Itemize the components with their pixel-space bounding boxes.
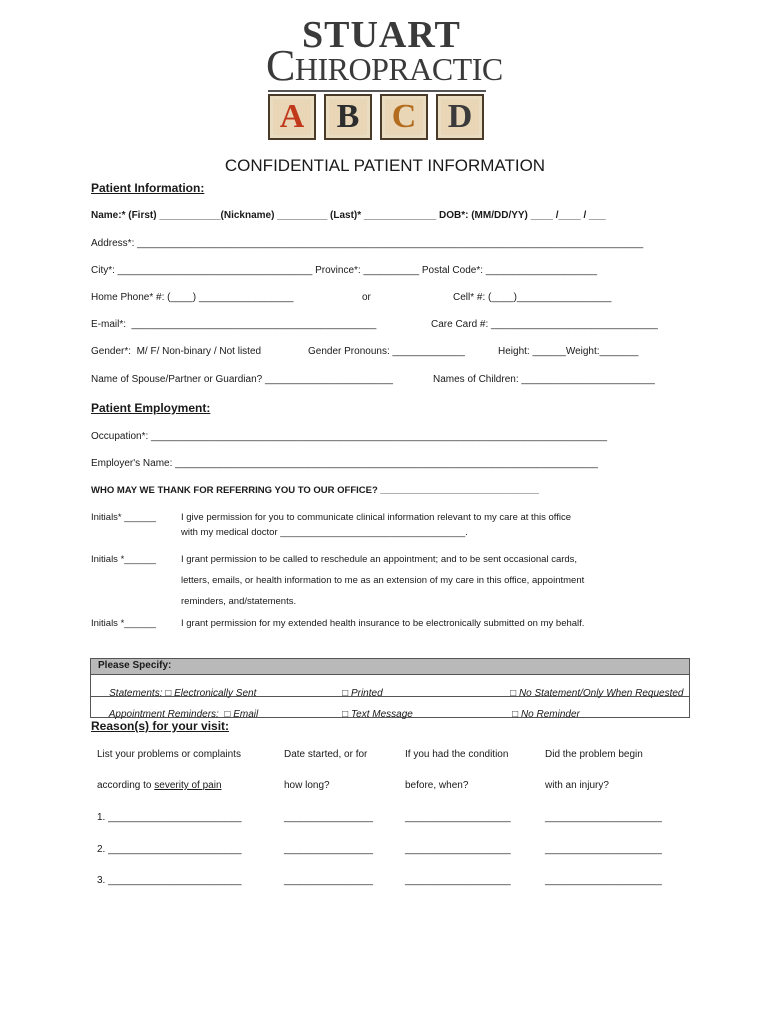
- col-date-header-1: Date started, or for: [284, 749, 368, 760]
- reason-3-injury[interactable]: _____________________: [545, 875, 662, 886]
- reason-1-condition[interactable]: ___________________: [405, 812, 511, 823]
- children-field[interactable]: Names of Children: ________________________: [433, 374, 655, 385]
- care-card-field[interactable]: Care Card #: ______________________________: [431, 319, 658, 330]
- reason-3-problem[interactable]: 3. ________________________: [97, 875, 242, 886]
- col-condition-header-2: before, when?: [405, 780, 469, 791]
- statements-label: Statements:: [109, 688, 166, 699]
- logo-block-d: D: [436, 94, 484, 140]
- col-problems-header-2: according to severity of pain: [97, 780, 222, 791]
- reason-1-date[interactable]: ________________: [284, 812, 373, 823]
- name-dob-field[interactable]: Name:* (First) ___________(Nickname) _________ (Last)* _____________ DOB*: (MM/DD/YY) ____ /____ / ___: [91, 210, 606, 221]
- reasons-heading: Reason(s) for your visit:: [91, 719, 230, 733]
- gender-field[interactable]: Gender*: M/ F/ Non-binary / Not listed: [91, 346, 262, 357]
- col-injury-header-1: Did the problem begin: [545, 749, 643, 760]
- col-injury-header-2: with an injury?: [545, 780, 609, 791]
- checkbox-no-reminder[interactable]: □: [512, 709, 519, 720]
- please-specify-header: [91, 659, 689, 675]
- employer-field[interactable]: Employer's Name: ____________________________________________________________________________: [91, 458, 598, 469]
- occupation-field[interactable]: Occupation*: __________________________________________________________________________________: [91, 431, 608, 442]
- city-province-postal-field[interactable]: City*: ___________________________________ Province*: __________ Postal Code*: ____________________: [91, 265, 598, 276]
- reason-1-problem[interactable]: 1. ________________________: [97, 812, 242, 823]
- initials-field-2[interactable]: Initials *______: [91, 554, 156, 565]
- spouse-field[interactable]: Name of Spouse/Partner or Guardian? _______________________: [91, 374, 393, 385]
- option-electronically-sent: Electronically Sent: [174, 688, 257, 699]
- cell-phone-field[interactable]: Cell* #: (____)_________________: [453, 292, 612, 303]
- logo-line1: STUART: [302, 14, 461, 56]
- patient-info-heading: Patient Information:: [91, 181, 205, 195]
- reason-3-date[interactable]: ________________: [284, 875, 373, 886]
- no-reminder-option: [501, 698, 580, 731]
- reason-2-condition[interactable]: ___________________: [405, 844, 511, 855]
- reason-1-injury[interactable]: _____________________: [545, 812, 662, 823]
- email-field[interactable]: E-mail*: ____________________________________________: [91, 319, 377, 330]
- consent-2-line-1: I grant permission to be called to reschedule an appointment; and to be sent occasional cards,: [181, 554, 578, 565]
- initials-field-3[interactable]: Initials *______: [91, 618, 156, 629]
- home-phone-field[interactable]: Home Phone* #: (____) _________________: [91, 292, 294, 303]
- consent-2-line-2: letters, emails, or health information to me as an extension of my care in this office, appointment: [181, 575, 585, 586]
- option-no-reminder: No Reminder: [520, 709, 580, 720]
- option-no-statement: No Statement/Only When Requested: [518, 688, 684, 699]
- logo-line2: CHIROPRACTIC: [266, 41, 503, 90]
- page-title: CONFIDENTIAL PATIENT INFORMATION: [224, 156, 546, 175]
- please-specify-label: Please Specify:: [98, 660, 172, 671]
- text-message-option: [331, 698, 413, 731]
- logo-block-c: C: [380, 94, 428, 140]
- option-text-message: Text Message: [350, 709, 413, 720]
- reminders-label: Appointment Reminders:: [108, 709, 225, 720]
- option-email: Email: [233, 709, 259, 720]
- logo-block-a: A: [268, 94, 316, 140]
- please-specify-table: [90, 658, 690, 718]
- consent-1-line-2[interactable]: with my medical doctor ___________________________________.: [181, 527, 468, 538]
- logo-rule: [268, 90, 486, 92]
- checkbox-no-statement[interactable]: □: [510, 688, 517, 699]
- reason-2-date[interactable]: ________________: [284, 844, 373, 855]
- referral-field[interactable]: WHO MAY WE THANK FOR REFERRING YOU TO OUR OFFICE? ______________________________: [91, 485, 539, 496]
- col-problems-header-1: List your problems or complaints: [97, 749, 241, 760]
- checkbox-email[interactable]: □: [224, 709, 231, 720]
- stuart-chiropractic-logo: [262, 14, 503, 136]
- reason-2-problem[interactable]: 2. ________________________: [97, 844, 242, 855]
- option-printed: Printed: [350, 688, 383, 699]
- initials-field-1[interactable]: Initials* ______: [91, 512, 156, 523]
- pronouns-field[interactable]: Gender Pronouns: _____________: [308, 346, 465, 357]
- checkbox-printed[interactable]: □: [342, 688, 349, 699]
- col-condition-header-1: If you had the condition: [405, 749, 509, 760]
- consent-1-line-1: I give permission for you to communicate clinical information relevant to my care at this office: [181, 512, 572, 523]
- col-date-header-2: how long?: [284, 780, 330, 791]
- address-field[interactable]: Address*: ___________________________________________________________________________________________: [91, 238, 644, 249]
- checkbox-electronically-sent[interactable]: □: [165, 688, 172, 699]
- employment-heading: Patient Employment:: [91, 401, 211, 415]
- consent-3-line-1: I grant permission for my extended health insurance to be electronically submitted on my behalf.: [181, 618, 585, 629]
- or-label: or: [362, 292, 371, 303]
- reason-3-condition[interactable]: ___________________: [405, 875, 511, 886]
- logo-block-b: B: [324, 94, 372, 140]
- height-weight-field[interactable]: Height: ______Weight:_______: [498, 346, 639, 357]
- checkbox-text-message[interactable]: □: [342, 709, 349, 720]
- reason-2-injury[interactable]: _____________________: [545, 844, 662, 855]
- consent-2-line-3: reminders, and/statements.: [181, 596, 297, 607]
